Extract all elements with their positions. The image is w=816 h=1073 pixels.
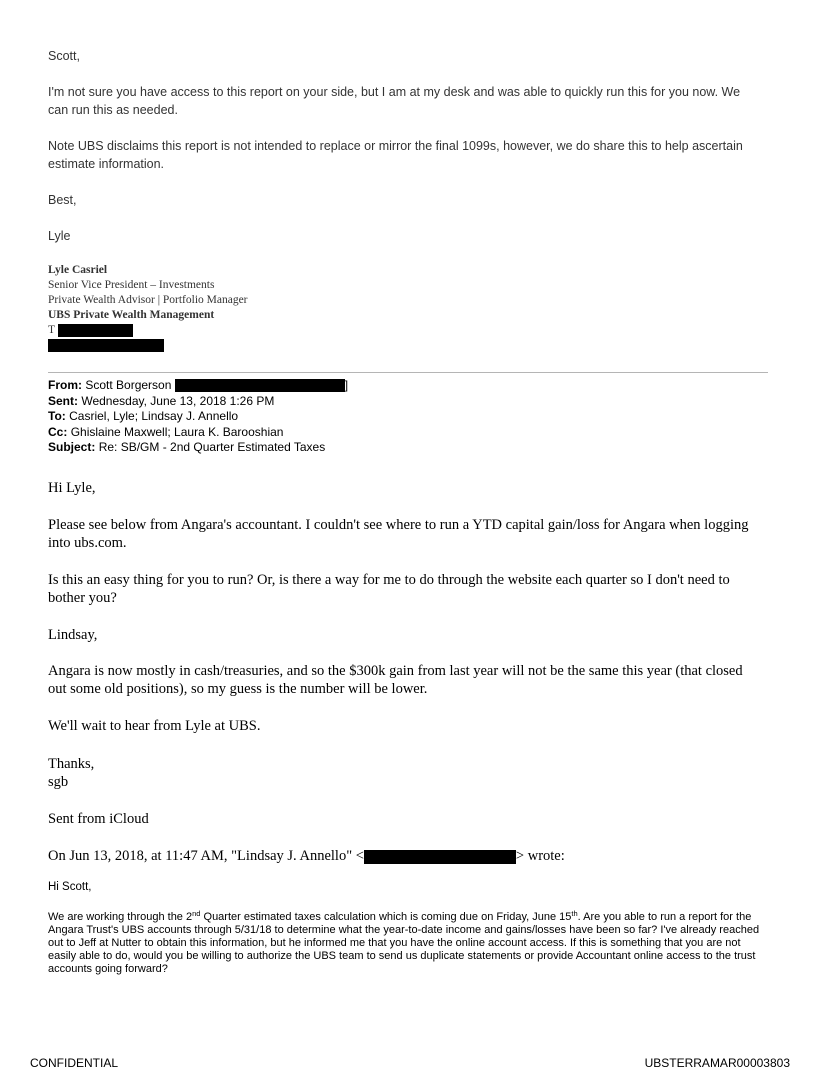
header-sent-label: Sent:: [48, 393, 78, 408]
reply-name: Lyle: [48, 229, 71, 243]
signature-line-2: [48, 338, 768, 353]
signature-title: Senior Vice President – Investments: [48, 279, 215, 291]
signature-role: Private Wealth Advisor | Portfolio Manager: [48, 294, 248, 306]
scott-paragraph-1: Please see below from Angara's accountant. I couldn't see where to run a YTD capital gain/loss for Angara when logging into ubs.com.: [48, 517, 749, 551]
lindsay-body: [48, 911, 770, 976]
scott-paragraph-3: Angara is now mostly in cash/treasuries, and so the $300k gain from last year will not be the same this year (that closed out some old positions), so my guess is the number will be lower.: [48, 663, 743, 697]
scott-initials: sgb: [48, 774, 69, 790]
redaction-lindsay-email: [364, 850, 516, 864]
signature-block: [48, 263, 768, 353]
header-to-label: To:: [48, 409, 66, 423]
ordinal-suffix-2: th: [571, 909, 578, 918]
header-cc-label: Cc:: [48, 424, 68, 439]
redaction-phone: [58, 324, 133, 337]
header-subject-label: Subject:: [48, 440, 96, 454]
reply-paragraph-1: I'm not sure you have access to this report on your side, but I am at my desk and was able to quickly run this for you now. We can run this as needed.: [48, 85, 741, 117]
sent-from-line: Sent from iCloud: [48, 811, 149, 827]
reply-salutation: Scott,: [48, 49, 80, 63]
lindsay-greeting: Hi Scott,: [48, 881, 92, 893]
redaction-from-email: [175, 379, 345, 392]
signature-phone: [48, 323, 768, 338]
signature-phone-prefix: T: [48, 324, 55, 336]
scott-greeting: Hi Lyle,: [48, 480, 96, 496]
email-header: [48, 378, 768, 456]
reply-paragraph-2: Note UBS disclaims this report is not intended to replace or mirror the final 1099s, however, we do share this to help ascertain estimate information.: [48, 139, 743, 171]
quote-attribution: [48, 847, 768, 865]
header-subject: [48, 440, 768, 456]
lindsay-body-part-1: We are working through the 2: [48, 911, 193, 923]
header-to: [48, 409, 768, 425]
header-to-value: Casriel, Lyle; Lindsay J. Annello: [69, 409, 239, 423]
footer-confidential: CONFIDENTIAL: [30, 1056, 119, 1070]
scott-thanks: Thanks,: [48, 756, 95, 772]
scott-closing: [48, 755, 768, 791]
header-from-value: Scott Borgerson: [85, 378, 172, 392]
header-from-suffix: ]: [344, 378, 349, 392]
header-sent-value: Wednesday, June 13, 2018 1:26 PM: [81, 393, 275, 408]
redaction-signature-line: [48, 339, 164, 352]
scott-paragraph-4: We'll wait to hear from Lyle at UBS.: [48, 718, 261, 734]
header-subject-value: Re: SB/GM - 2nd Quarter Estimated Taxes: [98, 440, 326, 454]
lindsay-body-part-3: . Are you able to run a report for the Angara Trust's UBS accounts through 5/31/18 to determine what the year-to-date income and gains/losses have been so far? I've already reached out to Jeff at Nutter to obtain this information, but he informed me that you have the online account access. If this is something that you are not easily able to do, would you be willing to authorize the UBS team to send us duplicate statements or provide Accountant online access to the trust accounts going forward?: [48, 911, 760, 975]
quote-suffix: > wrote:: [515, 848, 565, 864]
ordinal-suffix-1: nd: [192, 909, 201, 918]
quote-prefix: On Jun 13, 2018, at 11:47 AM, "Lindsay J. Annello" <: [48, 848, 364, 864]
footer-bates-number: UBSTERRAMAR00003803: [644, 1056, 790, 1070]
lindsay-body-part-2: Quarter estimated taxes calculation which is coming due on Friday, June 15: [200, 911, 572, 923]
scott-paragraph-2: Is this an easy thing for you to run? Or, is there a way for me to do through the website each quarter so I don't need to bother you?: [48, 572, 730, 606]
header-from: [48, 378, 768, 394]
signature-name: Lyle Casriel: [48, 264, 108, 276]
reply-closing: Best,: [48, 193, 77, 207]
scott-greeting-2: Lindsay,: [48, 627, 98, 643]
separator-line: [48, 372, 768, 373]
header-cc: [48, 425, 768, 441]
signature-firm: UBS Private Wealth Management: [48, 309, 215, 321]
header-from-label: From:: [48, 378, 82, 392]
header-sent: [48, 394, 768, 410]
header-cc-value: Ghislaine Maxwell; Laura K. Barooshian: [70, 424, 284, 439]
